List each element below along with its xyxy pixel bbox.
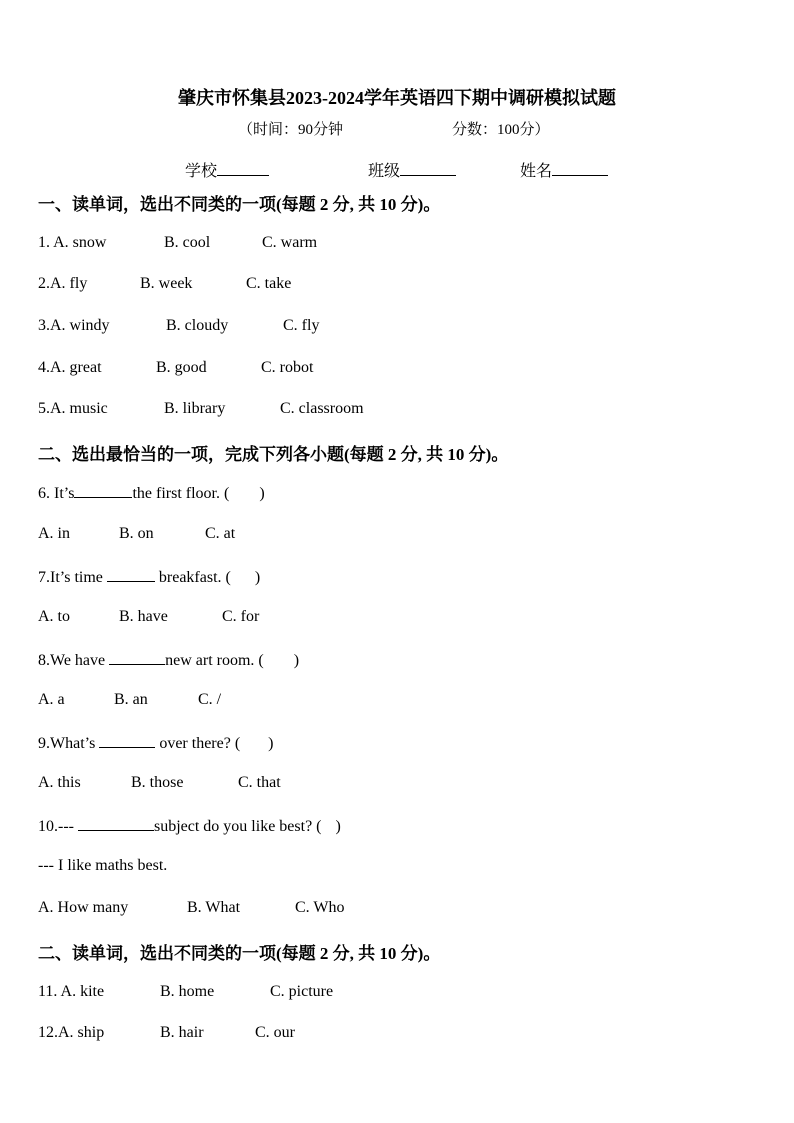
exam-score: 分数：100分） [452,122,550,138]
q10-stem-start: 10.--- [38,818,74,835]
q7-paren: ) [254,569,261,586]
q4-option-b: B. good [156,359,207,376]
school-label: 学校 [185,163,218,180]
q10-stem-end: subject do you like best? ( [153,818,322,835]
q3-option-b: B. cloudy [166,317,229,334]
q10-option-a: A. How many [38,899,129,916]
q9-stem-start: 9.What’s [38,735,96,752]
name-label: 姓名 [520,163,553,180]
q10-option-c: C. Who [295,899,345,916]
q6-stem-end: the first floor. ( [132,485,230,502]
school-blank [217,161,269,176]
name-field [520,158,608,181]
question-6 [38,483,265,503]
page-title: 肇庆市怀集县2023-2024学年英语四下期中调研模拟试题 [178,88,616,108]
q7-option-a: A. to [38,608,70,625]
exam-time: （时间：90分钟 [238,122,344,138]
q2-option-b: B. week [140,275,193,292]
question-8 [38,650,299,670]
q8-stem-start: 8.We have [38,652,106,669]
q9-option-a: A. this [38,774,81,791]
class-blank [400,161,456,176]
section1-heading: 一、读单词，选出不同类的一项(每题 2 分, 共 10 分)。 [38,195,441,214]
question-7 [38,567,260,587]
q6-option-b: B. on [119,525,154,542]
q10-paren: ) [335,818,341,835]
q7-blank [107,567,155,582]
q11-option-a: 11. A. kite [38,983,105,1000]
q6-paren: ) [259,485,265,502]
q4-option-c: C. robot [261,359,314,376]
q6-blank [74,483,132,498]
q1-option-b: B. cool [164,234,211,251]
q8-option-c: C. / [198,691,222,708]
q4-option-a: 4.A. great [38,359,102,376]
class-field [368,158,456,181]
q9-stem-end: over there? ( [159,735,241,752]
question-10 [38,816,341,836]
q8-stem-end: new art room. ( [165,652,264,669]
q8-paren: ) [293,652,300,669]
q9-option-c: C. that [238,774,281,791]
q1-option-c: C. warm [262,234,318,251]
q7-stem-end: breakfast. ( [158,569,231,586]
q8-option-a: A. a [38,691,65,708]
q12-option-a: 12.A. ship [38,1024,105,1041]
name-blank [552,161,608,176]
q9-paren: ) [268,735,274,752]
school-field [185,158,269,181]
q6-stem-start: 6. It’s [38,485,75,502]
q10-reply: --- I like maths best. [38,857,168,874]
q3-option-a: 3.A. windy [38,317,110,334]
q11-option-c: C. picture [270,983,334,1000]
q9-option-b: B. those [131,774,184,791]
question-9 [38,733,274,753]
q7-option-c: C. for [222,608,260,625]
q3-option-c: C. fly [283,317,320,334]
section2-heading: 二、选出最恰当的一项，完成下列各小题(每题 2 分, 共 10 分)。 [38,445,509,464]
q8-blank [109,650,165,665]
q12-option-b: B. hair [160,1024,204,1041]
q7-option-b: B. have [119,608,168,625]
q2-option-c: C. take [246,275,292,292]
q9-blank [99,733,155,748]
q10-blank [78,816,154,831]
q5-option-b: B. library [164,400,226,417]
q8-option-b: B. an [114,691,148,708]
q12-option-c: C. our [255,1024,295,1041]
q10-option-b: B. What [187,899,241,916]
q1-option-a: 1. A. snow [38,234,107,251]
q5-option-c: C. classroom [280,400,364,417]
class-label: 班级 [368,163,401,180]
q2-option-a: 2.A. fly [38,275,88,292]
q11-option-b: B. home [160,983,215,1000]
q5-option-a: 5.A. music [38,400,108,417]
q6-option-a: A. in [38,525,70,542]
section3-heading: 二、读单词，选出不同类的一项(每题 2 分, 共 10 分)。 [38,944,441,963]
q7-stem-start: 7.It’s time [38,569,103,586]
q6-option-c: C. at [205,525,236,542]
